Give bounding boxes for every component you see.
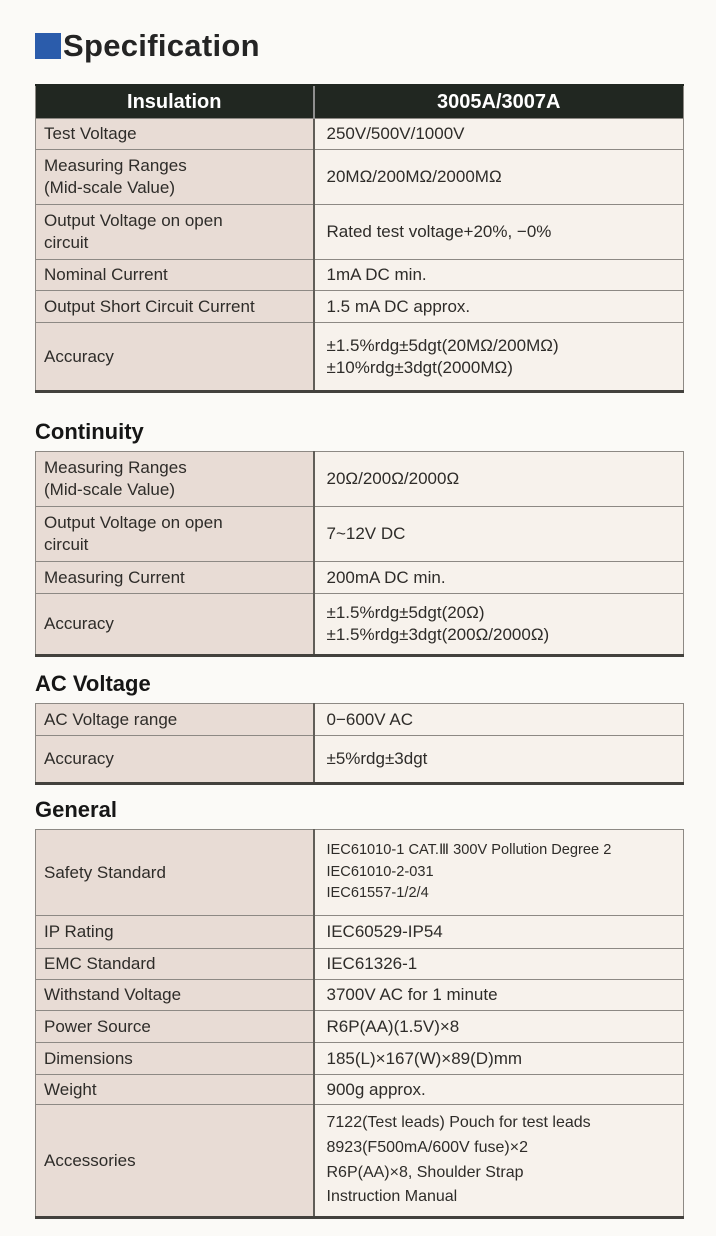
page-title-text: Specification — [63, 28, 260, 63]
ac-voltage-table — [35, 703, 684, 785]
emc-standard-value: IEC61326-1 — [314, 949, 684, 980]
withstand-voltage-label: Withstand Voltage — [36, 980, 314, 1011]
table-row-measuring-ranges — [36, 150, 684, 205]
accessories-value: 7122(Test leads) Pouch for test leads 8923(F500mA/600V fuse)×2 R6P(AA)×8, Shoulder Strap Instruction Manual — [314, 1105, 684, 1218]
ac-accuracy-label: Accuracy — [36, 736, 314, 784]
section-heading-continuity: Continuity — [35, 419, 144, 444]
table-row-power-source — [36, 1011, 684, 1043]
test-voltage-value: 250V/500V/1000V — [314, 119, 684, 150]
safety-standard-value: IEC61010-1 CAT.Ⅲ 300V Pollution Degree 2 IEC61010-2-031 IEC61557-1/2/4 — [314, 830, 684, 916]
table-row-ac-accuracy — [36, 736, 684, 784]
measuring-current-value: 200mA DC min. — [314, 562, 684, 594]
continuity-output-voltage-label: Output Voltage on open circuit — [36, 507, 314, 562]
table-row-weight — [36, 1075, 684, 1105]
emc-standard-label: EMC Standard — [36, 949, 314, 980]
table-row-withstand-voltage — [36, 980, 684, 1011]
table-row-safety-standard — [36, 830, 684, 916]
test-voltage-label: Test Voltage — [36, 119, 314, 150]
title-bullet-icon — [35, 33, 61, 59]
page-title — [35, 28, 684, 64]
insulation-header-model: 3005A/3007A — [314, 85, 684, 119]
nominal-current-label: Nominal Current — [36, 260, 314, 291]
table-row-dimensions — [36, 1043, 684, 1075]
table-row-test-voltage — [36, 119, 684, 150]
output-voltage-open-circuit-value: Rated test voltage+20%, −0% — [314, 205, 684, 260]
continuity-table — [35, 451, 684, 657]
table-row-insulation-accuracy — [36, 323, 684, 392]
continuity-output-voltage-value: 7~12V DC — [314, 507, 684, 562]
insulation-header-label: Insulation — [36, 85, 314, 119]
accessories-label: Accessories — [36, 1105, 314, 1218]
table-row-continuity-measuring-ranges — [36, 452, 684, 507]
table-row-emc-standard — [36, 949, 684, 980]
insulation-accuracy-label: Accuracy — [36, 323, 314, 392]
continuity-accuracy-value: ±1.5%rdg±5dgt(20Ω) ±1.5%rdg±3dgt(200Ω/2000Ω) — [314, 594, 684, 656]
table-row-output-voltage-open-circuit — [36, 205, 684, 260]
table-row-output-short-circuit-current — [36, 291, 684, 323]
table-row-accessories — [36, 1105, 684, 1218]
general-table — [35, 829, 684, 1219]
ac-voltage-range-value: 0−600V AC — [314, 704, 684, 736]
table-row-continuity-accuracy — [36, 594, 684, 656]
insulation-table — [35, 84, 684, 393]
ac-voltage-range-label: AC Voltage range — [36, 704, 314, 736]
withstand-voltage-value: 3700V AC for 1 minute — [314, 980, 684, 1011]
ip-rating-label: IP Rating — [36, 916, 314, 949]
section-heading-general: General — [35, 797, 117, 822]
ip-rating-value: IEC60529-IP54 — [314, 916, 684, 949]
output-voltage-open-circuit-label: Output Voltage on open circuit — [36, 205, 314, 260]
nominal-current-value: 1mA DC min. — [314, 260, 684, 291]
measuring-ranges-value: 20MΩ/200MΩ/2000MΩ — [314, 150, 684, 205]
weight-value: 900g approx. — [314, 1075, 684, 1105]
table-row-ip-rating — [36, 916, 684, 949]
dimensions-value: 185(L)×167(W)×89(D)mm — [314, 1043, 684, 1075]
power-source-label: Power Source — [36, 1011, 314, 1043]
continuity-measuring-ranges-label: Measuring Ranges (Mid-scale Value) — [36, 452, 314, 507]
output-short-circuit-current-value: 1.5 mA DC approx. — [314, 291, 684, 323]
continuity-measuring-ranges-value: 20Ω/200Ω/2000Ω — [314, 452, 684, 507]
power-source-value: R6P(AA)(1.5V)×8 — [314, 1011, 684, 1043]
dimensions-label: Dimensions — [36, 1043, 314, 1075]
measuring-ranges-label: Measuring Ranges (Mid-scale Value) — [36, 150, 314, 205]
insulation-accuracy-value: ±1.5%rdg±5dgt(20MΩ/200MΩ) ±10%rdg±3dgt(2000MΩ) — [314, 323, 684, 392]
table-row-ac-voltage-range — [36, 704, 684, 736]
ac-accuracy-value: ±5%rdg±3dgt — [314, 736, 684, 784]
table-row-nominal-current — [36, 260, 684, 291]
table-row-continuity-output-voltage — [36, 507, 684, 562]
weight-label: Weight — [36, 1075, 314, 1105]
table-row-measuring-current — [36, 562, 684, 594]
output-short-circuit-current-label: Output Short Circuit Current — [36, 291, 314, 323]
continuity-accuracy-label: Accuracy — [36, 594, 314, 656]
measuring-current-label: Measuring Current — [36, 562, 314, 594]
safety-standard-label: Safety Standard — [36, 830, 314, 916]
insulation-header-row — [36, 85, 684, 119]
section-heading-ac-voltage: AC Voltage — [35, 671, 151, 696]
